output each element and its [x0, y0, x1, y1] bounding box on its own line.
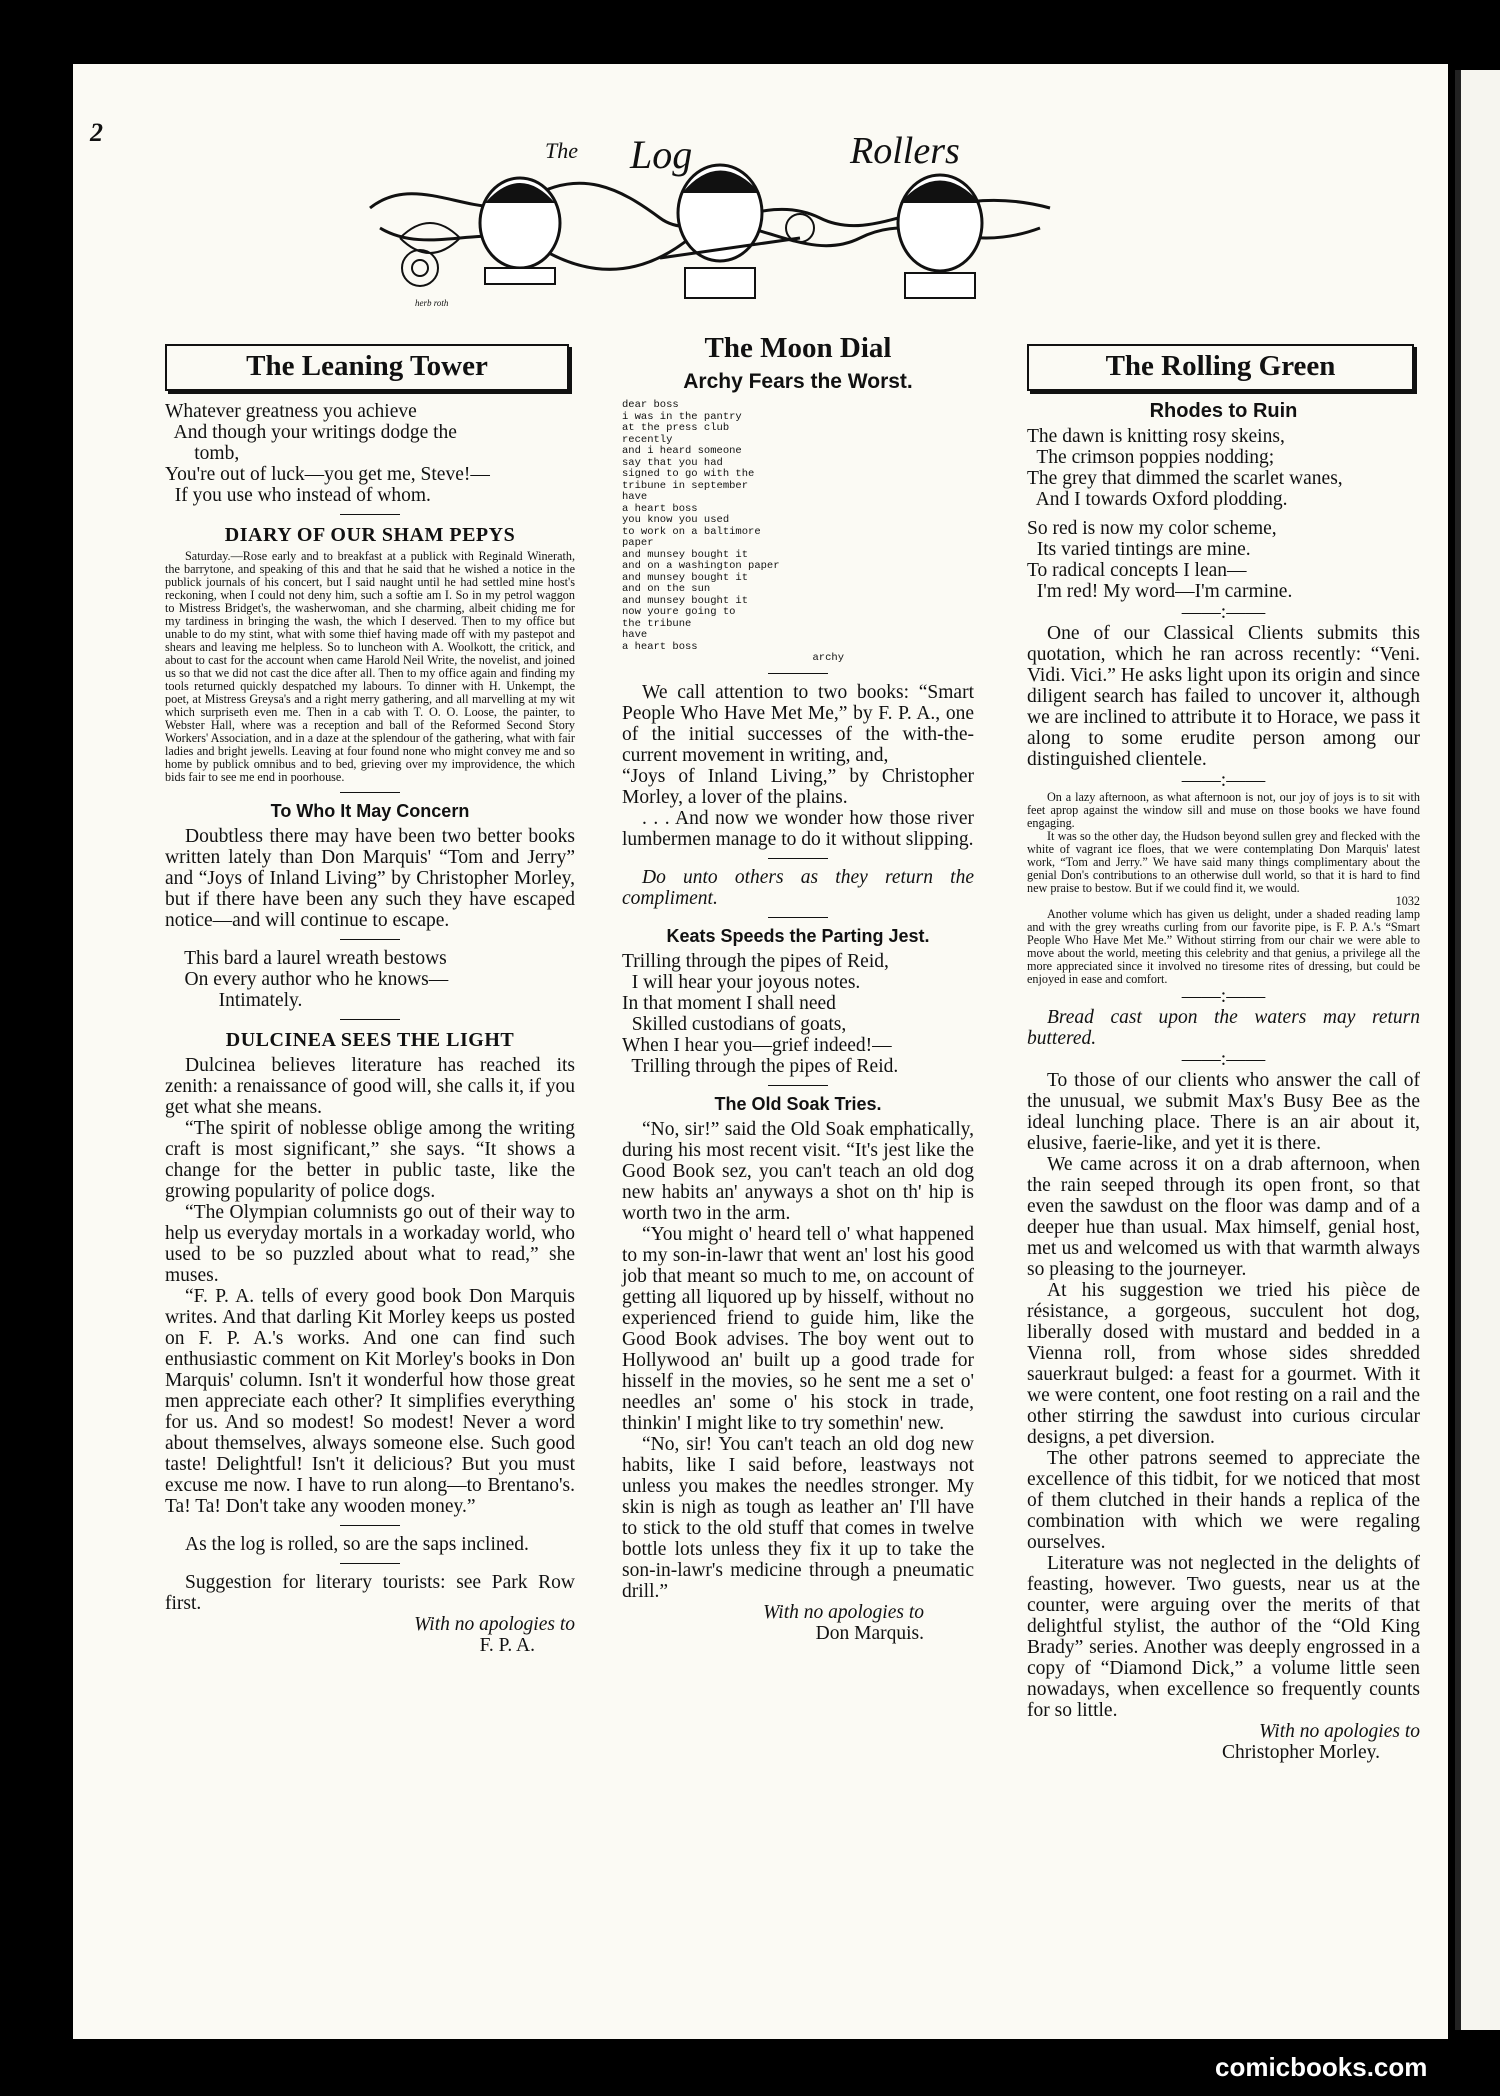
archy-signature: archy: [812, 652, 844, 664]
motto: Bread cast upon the waters may return buttered.: [1027, 1007, 1420, 1049]
divider: [768, 1085, 828, 1086]
column-heading: The Leaning Tower: [165, 344, 569, 391]
section-heading: DULCINEA SEES THE LIGHT: [225, 1029, 515, 1051]
section-heading: Archy Fears the Worst.: [683, 370, 913, 393]
diary-text: Saturday.—Rose early and to breakfast at a publick with Reginald Winerath, the barrytone, and speaking of this and that he said that he wished a notice in the publick journals of his concert, but I said naught until he had settled mine host's reckoning, when I could not deny him, such a softie am I. So in my petrol waggon to Mistress Bridget's, the washerwoman, and she charming, albeit chiding me for my tardiness in bringing the wash, the which I deserved. Then to my office but unable to do my stint, what with some thief having made off with my pastepot and shears and leaving me helpless. So to luncheon with A. Woolkott, the critick, and about to cast for the account when came Harold Neil Write, the novelist, and joined us so that we did not cast the dice after all. Then to my office again and finding my tools returned quickly despatched my labours. To dinner with H. Unkempt, the poet, at Mistress Greysa's and a right merry gathering, and all marvelling at my wit which surpriseth even me. Then in a cab with T. O. O. Loose, the painter, to Webster Hall, where was a reception and ball of the Reformed Second Story Workers' Association, and in a daze at the splendour of the gathering, what with fair ladies and bright jewells. Leaving at four found none who might convey me and so home by publick omnibus and to bed, grieving over my improvidence, the which bids fair to see me end in poorhouse.: [165, 549, 575, 784]
page-number: 2: [90, 118, 103, 147]
divider: [340, 939, 400, 940]
paragraph: Suggestion for literary tourists: see Park Row first.: [165, 1572, 575, 1614]
divider: ——:——: [1181, 1049, 1266, 1070]
small-number: 1032: [1395, 894, 1420, 908]
signoff: With no apologies to: [414, 1614, 575, 1635]
paragraph: The other patrons seemed to appreciate the excellence of this tidbit, for we noticed that most of them clutched in their hands a replica of the combination with which we were regaling ourselves.: [1027, 1448, 1420, 1553]
archy-letter: dear boss i was in the pantry at the press club recently and i heard someone say that you had signed to go with the tribune in september have a heart boss you know you used to work on a baltimore paper and munsey bought it and on a washington paper and munsey bought it and on the sun and munsey bought it now youre going to the tribune have a heart boss: [622, 399, 780, 653]
divider: [340, 1525, 400, 1526]
watermark: comicbooks.com: [1215, 2052, 1428, 2082]
signoff-name: Don Marquis.: [815, 1622, 924, 1644]
divider: [340, 1019, 400, 1020]
paragraph: “You might o' heard tell o' what happened to my son-in-lawr that went an' lost his good job that meant so much to me, on account of getting all liquored up by hisself, without no experienced friend to guide him, like the Good Book advises. The boy went out to Hollywood an' built up a good trade for hisself in the movies, so he sent me a set o' needles an' some o' his stock in trade, thinkin' I might like to try somethin' new.: [622, 1223, 974, 1434]
small-text: On a lazy afternoon, as what afternoon is not, our joy of joys is to sit with feet aprop against the window sill and muse on those books we have found engaging.: [1027, 790, 1420, 830]
paragraph: “F. P. A. tells of every good book Don Marquis writes. And that darling Kit Morley keeps us posted on F. P. A.'s works. And one can find such enthusiastic comment on Kit Morley's books in Don Marquis' column. Isn't it wonderful how those great men appreciate each other? It simplifies everything for us. And so modest! So modest! Never a word about themselves, always someone else. Such good taste! Delightful! Isn't it delicious? But you must excuse me now. I have to run along—to Brentano's. Ta! Ta! Don't take any wooden money.”: [165, 1286, 575, 1517]
section-heading: To Who It May Concern: [270, 801, 470, 821]
paragraph: One of our Classical Clients submits this quotation, which he ran across recently: “Veni. Vidi. Vici.” He asks light upon its origin and since diligent search has failed to uncover it, although we are inclined to attribute it to Horace, we pass it along to some erudite person among our distinguished clientele.: [1027, 623, 1420, 770]
paragraph: Doubtless there may have been two better books written lately than Don Marquis' “Tom and Jerry” and “Joys of Inland Living” by Christopher Morley, but if there have been any such they have escaped notice—and will continue to escape.: [165, 826, 575, 931]
signoff: With no apologies to: [1259, 1721, 1420, 1742]
paragraph: Dulcinea believes literature has reached its zenith: a renaissance of good will, she calls it, if you get what she means.: [165, 1055, 575, 1118]
paragraph: As the log is rolled, so are the saps inclined.: [185, 1534, 529, 1555]
paragraph: We came across it on a drab afternoon, when the rain seeped through its open front, so that even the sawdust on the floor was damp and of a deeper hue than usual. Max himself, genial host, met us and welcomed us with that warmth always so pleasing to the journeyer.: [1027, 1154, 1420, 1280]
poem: So red is now my color scheme, Its varied tintings are mine. To radical concepts I lean— I'm red! My word—I'm carmine.: [1027, 518, 1293, 602]
poem: Whatever greatness you achieve And though your writings dodge the tomb, You're out of luck—you get me, Steve!— If you use who instead of whom.: [165, 401, 490, 506]
section-heading: Rhodes to Ruin: [1149, 400, 1298, 422]
paragraph: “No, sir! You can't teach an old dog new habits, like I said before, leastways not unless you makes the needles stronger. My skin is nigh as tough as leather an' I'll have to stick to the old stuff that comes in twelve bottle lots unless they fix it up to take the son-in-lawr's medicine through a pneumatic drill.”: [622, 1433, 974, 1602]
section-heading: Keats Speeds the Parting Jest.: [666, 925, 930, 946]
section-heading: DIARY OF OUR SHAM PEPYS: [224, 524, 516, 546]
paragraph: We call attention to two books: “Smart People Who Have Met Me,” by F. P. A., one of the initial successes of the with-the-current movement in writing, and,: [622, 681, 974, 766]
paragraph: “Joys of Inland Living,” by Christopher Morley, a lover of the plains.: [622, 765, 974, 808]
poem: Trilling through the pipes of Reid, I will hear your joyous notes. In that moment I shall need Skilled custodians of goats, When I hear you—grief indeed!— Trilling through the pipes of Reid.: [622, 950, 899, 1077]
divider: [768, 917, 828, 918]
divider: [340, 792, 400, 793]
paragraph: At his suggestion we tried his pièce de résistance, a gorgeous, succulent hot dog, liberally dosed with mustard and bedded in a Vienna roll, from whose sides shredded sauerkraut bulged: a feast for a gourmet. With it we were content, one foot resting on a rail and the other stirring the sawdust into curious circular designs, a pet diversion.: [1027, 1280, 1420, 1448]
column-rolling-green: [1027, 338, 1420, 1763]
column-leaning-tower: [165, 338, 575, 1656]
small-text: Another volume which has given us delight, under a shaded reading lamp and with the grey wreaths curling from our favorite pipe, is F. P. A.'s “Smart People Who Have Met Me.” Without stirring from our chair we were able to move about the world, meeting this celebrity and that genius, a privilege all the more appreciated since it involved no tiresome rites of dressing, but could be enjoyed in ease and comfort.: [1027, 907, 1420, 986]
motto: Do unto others as they return the compliment.: [622, 866, 974, 909]
signoff-name: F. P. A.: [479, 1635, 535, 1656]
divider: ——:——: [1181, 602, 1266, 623]
poem: This bard a laurel wreath bestows On every author who he knows— Intimately.: [184, 948, 449, 1011]
paragraph: . . . And now we wonder how those river lumbermen manage to do it without slipping.: [622, 807, 974, 850]
poem: The dawn is knitting rosy skeins, The crimson poppies nodding; The grey that dimmed the scarlet wanes, And I towards Oxford plodding.: [1027, 426, 1343, 510]
artist-signature: herb roth: [415, 298, 449, 308]
signoff-name: Christopher Morley.: [1222, 1742, 1380, 1763]
signoff: With no apologies to: [763, 1601, 924, 1623]
svg-text:The: The: [545, 138, 578, 163]
divider: [768, 673, 828, 674]
column-heading: The Moon Dial: [704, 332, 892, 364]
svg-text:Log: Log: [630, 132, 693, 177]
divider: ——:——: [1181, 770, 1266, 791]
paragraph: “No, sir!” said the Old Soak emphatically, during his most recent visit. “It's jest like the Good Book sez, you can't teach an old dog new habits an' anyways a shot on th' hip is worth two in the arm.: [622, 1118, 974, 1224]
divider: [340, 1563, 400, 1564]
paragraph: To those of our clients who answer the call of the unusual, we submit Max's Busy Bee as the ideal lunching place. There is an air about it, elusive, faerie-like, and yet it is there.: [1027, 1070, 1420, 1154]
paragraph: “The Olympian columnists go out of their way to help us everyday mortals in a workaday world, who used to be so puzzled about what to read,” she muses.: [165, 1202, 575, 1286]
column-moon-dial: [622, 332, 974, 1644]
divider: [340, 514, 400, 515]
paragraph: “The spirit of noblesse oblige among the writing craft is most significant,” she says. “It shows a change for the better in public taste, like the growing popularity of police dogs.: [165, 1118, 575, 1202]
divider: [768, 858, 828, 859]
svg-text:Rollers: Rollers: [850, 130, 960, 172]
paragraph: Literature was not neglected in the delights of feasting, however. Two guests, near us at the counter, were arguing over the merits of that delightful stylist, the author of the “Old King Brady” series. Another was deeply engrossed in a copy of “Diamond Dick,” a volume little seen nowadays, when excellence so frequently counts for so little.: [1027, 1553, 1420, 1721]
log-rollers-banner-illustration: [360, 128, 1060, 308]
divider: ——:——: [1181, 986, 1266, 1007]
small-text: It was so the other day, the Hudson beyond sullen grey and flecked with the white of vagrant ice floes, that we were contemplating Don Marquis' latest work, “Tom and Jerry.” We have said many things complimentary about the genial Don's contributions to an otherwise dull world, so that it is hard to find new praise to bestow. But if we could find it, we would.: [1027, 829, 1420, 895]
section-heading: The Old Soak Tries.: [714, 1093, 882, 1114]
column-heading: The Rolling Green: [1027, 344, 1414, 391]
adjacent-page-edge: [1455, 70, 1500, 2030]
